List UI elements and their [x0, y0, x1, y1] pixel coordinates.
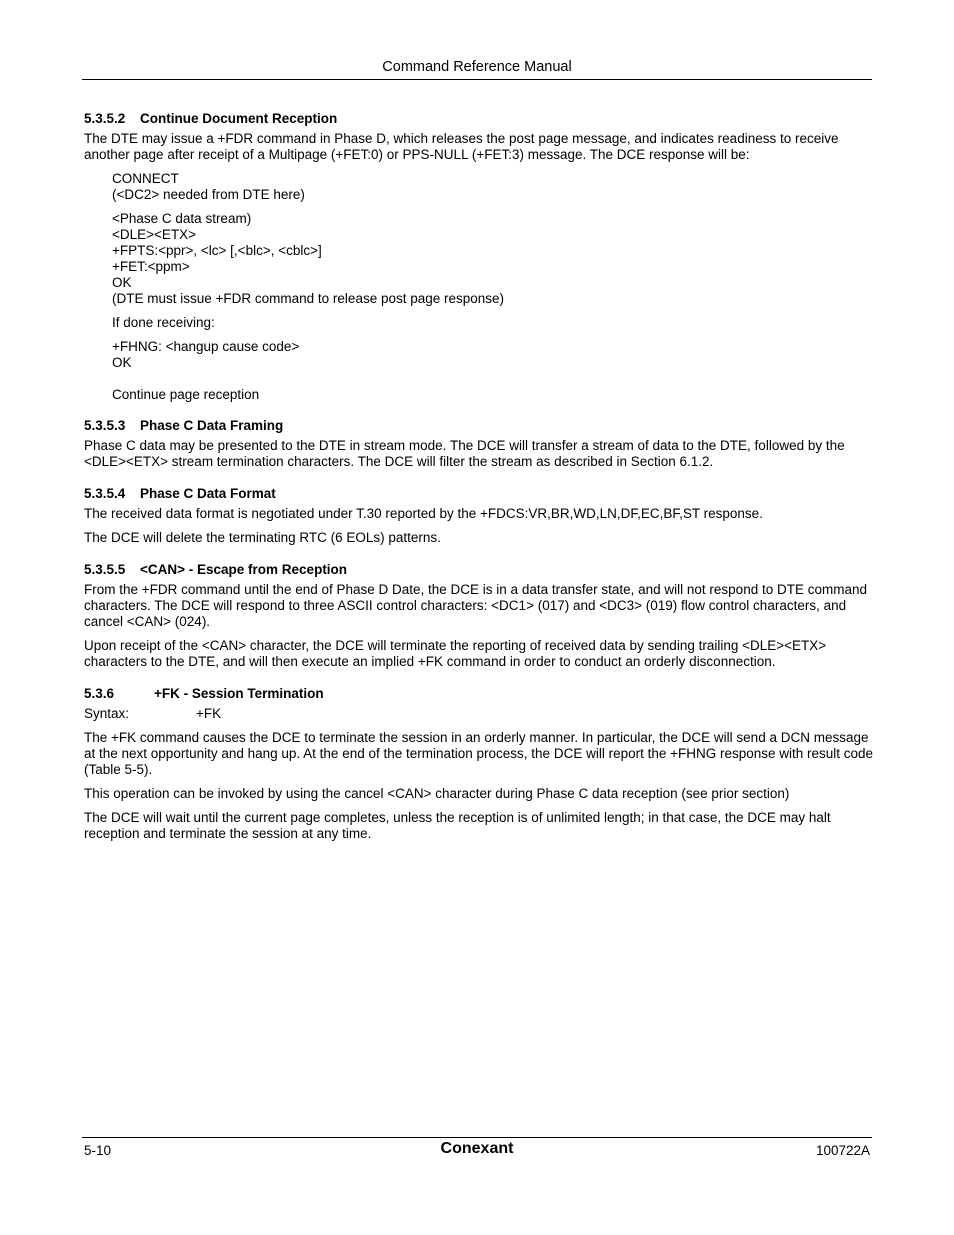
section-title: <CAN> - Escape from Reception — [140, 562, 348, 577]
paragraph: From the +FDR command until the end of Phase D Date, the DCE is in a data transfer state, and will not respond to DTE command characters. The DCE will respond to three ASCII control characters: <DC1> (017) and <DC3> (019) flow control characters, and cancel <CAN> (024). — [84, 582, 867, 629]
response-line: CONNECT — [112, 171, 179, 186]
section-title: Phase C Data Framing — [140, 418, 284, 433]
section-number: 5.3.6 — [84, 686, 115, 701]
section-heading — [84, 685, 874, 702]
response-block — [112, 171, 874, 203]
section-number: 5.3.5.3 — [84, 418, 126, 433]
page-content — [84, 110, 874, 850]
response-line: <Phase C data stream) — [112, 211, 252, 226]
document-id: 100722A — [815, 1143, 870, 1158]
response-line: If done receiving: — [112, 315, 215, 330]
response-line: Continue page reception — [112, 387, 260, 402]
paragraph: Phase C data may be presented to the DTE in stream mode. The DCE will transfer a stream of data to the DTE, followed by the <DLE><ETX> stream termination characters. The DCE will filter the stream as described in Section 6.1.2. — [84, 438, 845, 469]
response-line: +FET:<ppm> — [112, 259, 190, 274]
section-heading — [84, 417, 874, 434]
paragraph: The DTE may issue a +FDR command in Phase D, which releases the post page message, and indicates readiness to receive another page after receipt of a Multipage (+FET:0) or PPS-NULL (+FET:3) message. The DCE response will be: — [84, 131, 839, 162]
response-block — [112, 339, 874, 371]
section-number: 5.3.5.5 — [84, 562, 126, 577]
section-heading — [84, 110, 874, 127]
section-number: 5.3.5.2 — [84, 111, 126, 126]
footer-rule — [82, 1137, 872, 1138]
paragraph: The +FK command causes the DCE to terminate the session in an orderly manner. In particular, the DCE will send a DCN message at the next opportunity and hang up. At the end of the termination process, the DCE will report the +FHNG response with result code (Table 5-5). — [84, 730, 874, 777]
response-line: OK — [112, 275, 132, 290]
paragraph: The DCE will wait until the current page completes, unless the reception is of unlimited length; in that case, the DCE may halt reception and terminate the session at any time. — [84, 810, 831, 841]
response-line: +FHNG: <hangup cause code> — [112, 339, 300, 354]
header-rule — [82, 79, 872, 80]
section-title: Phase C Data Format — [140, 486, 276, 501]
section-number: 5.3.5.4 — [84, 486, 126, 501]
paragraph: The received data format is negotiated under T.30 reported by the +FDCS:VR,BR,WD,LN,DF,EC,BF,ST response. — [84, 506, 763, 521]
response-block — [112, 387, 874, 403]
paragraph: Upon receipt of the <CAN> character, the DCE will terminate the reporting of received data by sending trailing <DLE><ETX> characters to the DTE, and will then execute an implied +FK command in order to conduct an orderly disconnection. — [84, 638, 827, 669]
response-line: +FPTS:<ppr>, <lc> [,<blc>, <cblc>] — [112, 243, 322, 258]
syntax-label: Syntax: — [84, 706, 130, 721]
section-title: +FK - Session Termination — [154, 686, 324, 701]
syntax-value: +FK — [196, 706, 222, 721]
response-line: (<DC2> needed from DTE here) — [112, 187, 305, 202]
page-header-title: Command Reference Manual — [382, 59, 572, 75]
section-heading — [84, 561, 874, 578]
response-line: (DTE must issue +FDR command to release post page response) — [112, 291, 505, 306]
page-number: 5-10 — [84, 1143, 112, 1158]
footer-brand: Conexant — [440, 1140, 514, 1157]
response-line: <DLE><ETX> — [112, 227, 197, 242]
section-title: Continue Document Reception — [140, 111, 338, 126]
response-line: OK — [112, 355, 132, 370]
response-block — [112, 211, 874, 307]
section-heading — [84, 485, 874, 502]
paragraph: This operation can be invoked by using the cancel <CAN> character during Phase C data reception (see prior section) — [84, 786, 790, 801]
syntax-line — [84, 706, 874, 722]
response-block — [112, 315, 874, 331]
paragraph: The DCE will delete the terminating RTC (6 EOLs) patterns. — [84, 530, 441, 545]
